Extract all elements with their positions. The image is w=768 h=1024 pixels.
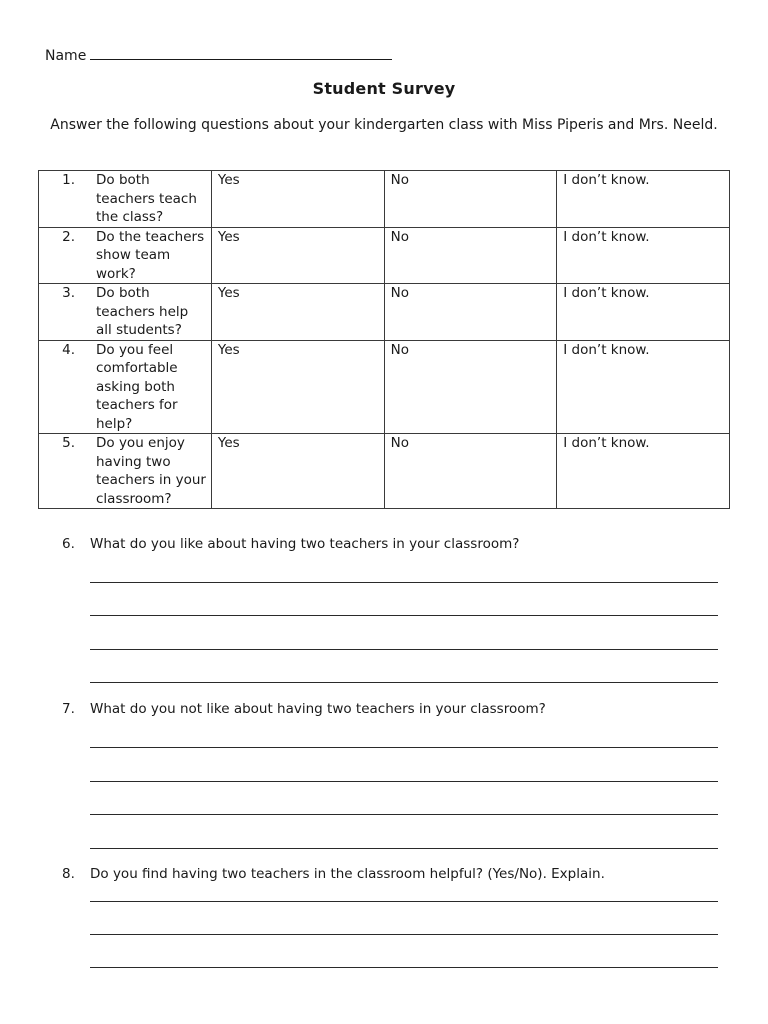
answer-unsure[interactable]: I don’t know. <box>557 284 730 341</box>
question-number: 8. <box>62 866 75 882</box>
answer-line[interactable] <box>90 582 718 583</box>
question-text: What do you like about having two teachers in your classroom? <box>90 536 520 552</box>
name-field <box>45 45 392 65</box>
question-number: 4. <box>62 341 75 358</box>
answer-no[interactable]: No <box>384 434 557 509</box>
question-cell <box>39 227 212 284</box>
table-row <box>39 434 730 509</box>
question-text: Do both teachers help all students? <box>96 285 189 338</box>
question-cell <box>39 171 212 228</box>
question-number: 1. <box>62 172 75 188</box>
answer-line[interactable] <box>90 901 718 902</box>
open-question-6 <box>62 535 519 553</box>
answer-line[interactable] <box>90 649 718 650</box>
open-question-7 <box>62 700 546 718</box>
answer-unsure[interactable]: I don’t know. <box>557 434 730 509</box>
answer-line[interactable] <box>90 934 718 935</box>
answer-line[interactable] <box>90 967 718 968</box>
answer-line[interactable] <box>90 814 718 815</box>
open-question-8 <box>62 865 605 883</box>
table-row <box>39 340 730 434</box>
answer-yes[interactable]: Yes <box>211 340 384 434</box>
table-row <box>39 284 730 341</box>
answer-yes[interactable]: Yes <box>211 171 384 228</box>
answer-yes[interactable]: Yes <box>211 227 384 284</box>
answer-line[interactable] <box>90 615 718 616</box>
answer-unsure[interactable]: I don’t know. <box>557 340 730 434</box>
question-number: 6. <box>62 536 75 552</box>
answer-yes[interactable]: Yes <box>211 434 384 509</box>
question-number: 2. <box>62 228 75 245</box>
intro-text: Answer the following questions about your kindergarten class with Miss Piperis and Mrs. Neeld. <box>50 117 718 133</box>
question-text: Do both teachers teach the class? <box>96 172 197 225</box>
question-text: Do you feel comfortable asking both teachers for help? <box>96 341 178 432</box>
answer-no[interactable]: No <box>384 227 557 284</box>
answer-unsure[interactable]: I don’t know. <box>557 227 730 284</box>
survey-table <box>38 170 730 509</box>
answer-unsure[interactable]: I don’t know. <box>557 171 730 228</box>
question-number: 3. <box>62 285 75 301</box>
answer-line[interactable] <box>90 848 718 849</box>
page-title: Student Survey <box>312 79 456 98</box>
name-blank-line[interactable] <box>90 45 392 60</box>
answer-line[interactable] <box>90 682 718 683</box>
question-cell <box>39 284 212 341</box>
question-number: 7. <box>62 701 75 717</box>
answer-line[interactable] <box>90 747 718 748</box>
question-text: Do you enjoy having two teachers in your classroom? <box>96 435 206 507</box>
answer-no[interactable]: No <box>384 340 557 434</box>
question-text: What do you not like about having two teachers in your classroom? <box>90 701 546 717</box>
question-text: Do you find having two teachers in the classroom helpful? (Yes/No). Explain. <box>90 866 605 882</box>
question-cell <box>39 340 212 434</box>
answer-no[interactable]: No <box>384 171 557 228</box>
question-number: 5. <box>62 435 75 451</box>
table-row <box>39 227 730 284</box>
answer-no[interactable]: No <box>384 284 557 341</box>
name-label: Name <box>45 48 87 64</box>
question-cell <box>39 434 212 509</box>
question-text: Do the teachers show team work? <box>96 228 205 282</box>
answer-yes[interactable]: Yes <box>211 284 384 341</box>
answer-line[interactable] <box>90 781 718 782</box>
table-row <box>39 171 730 228</box>
